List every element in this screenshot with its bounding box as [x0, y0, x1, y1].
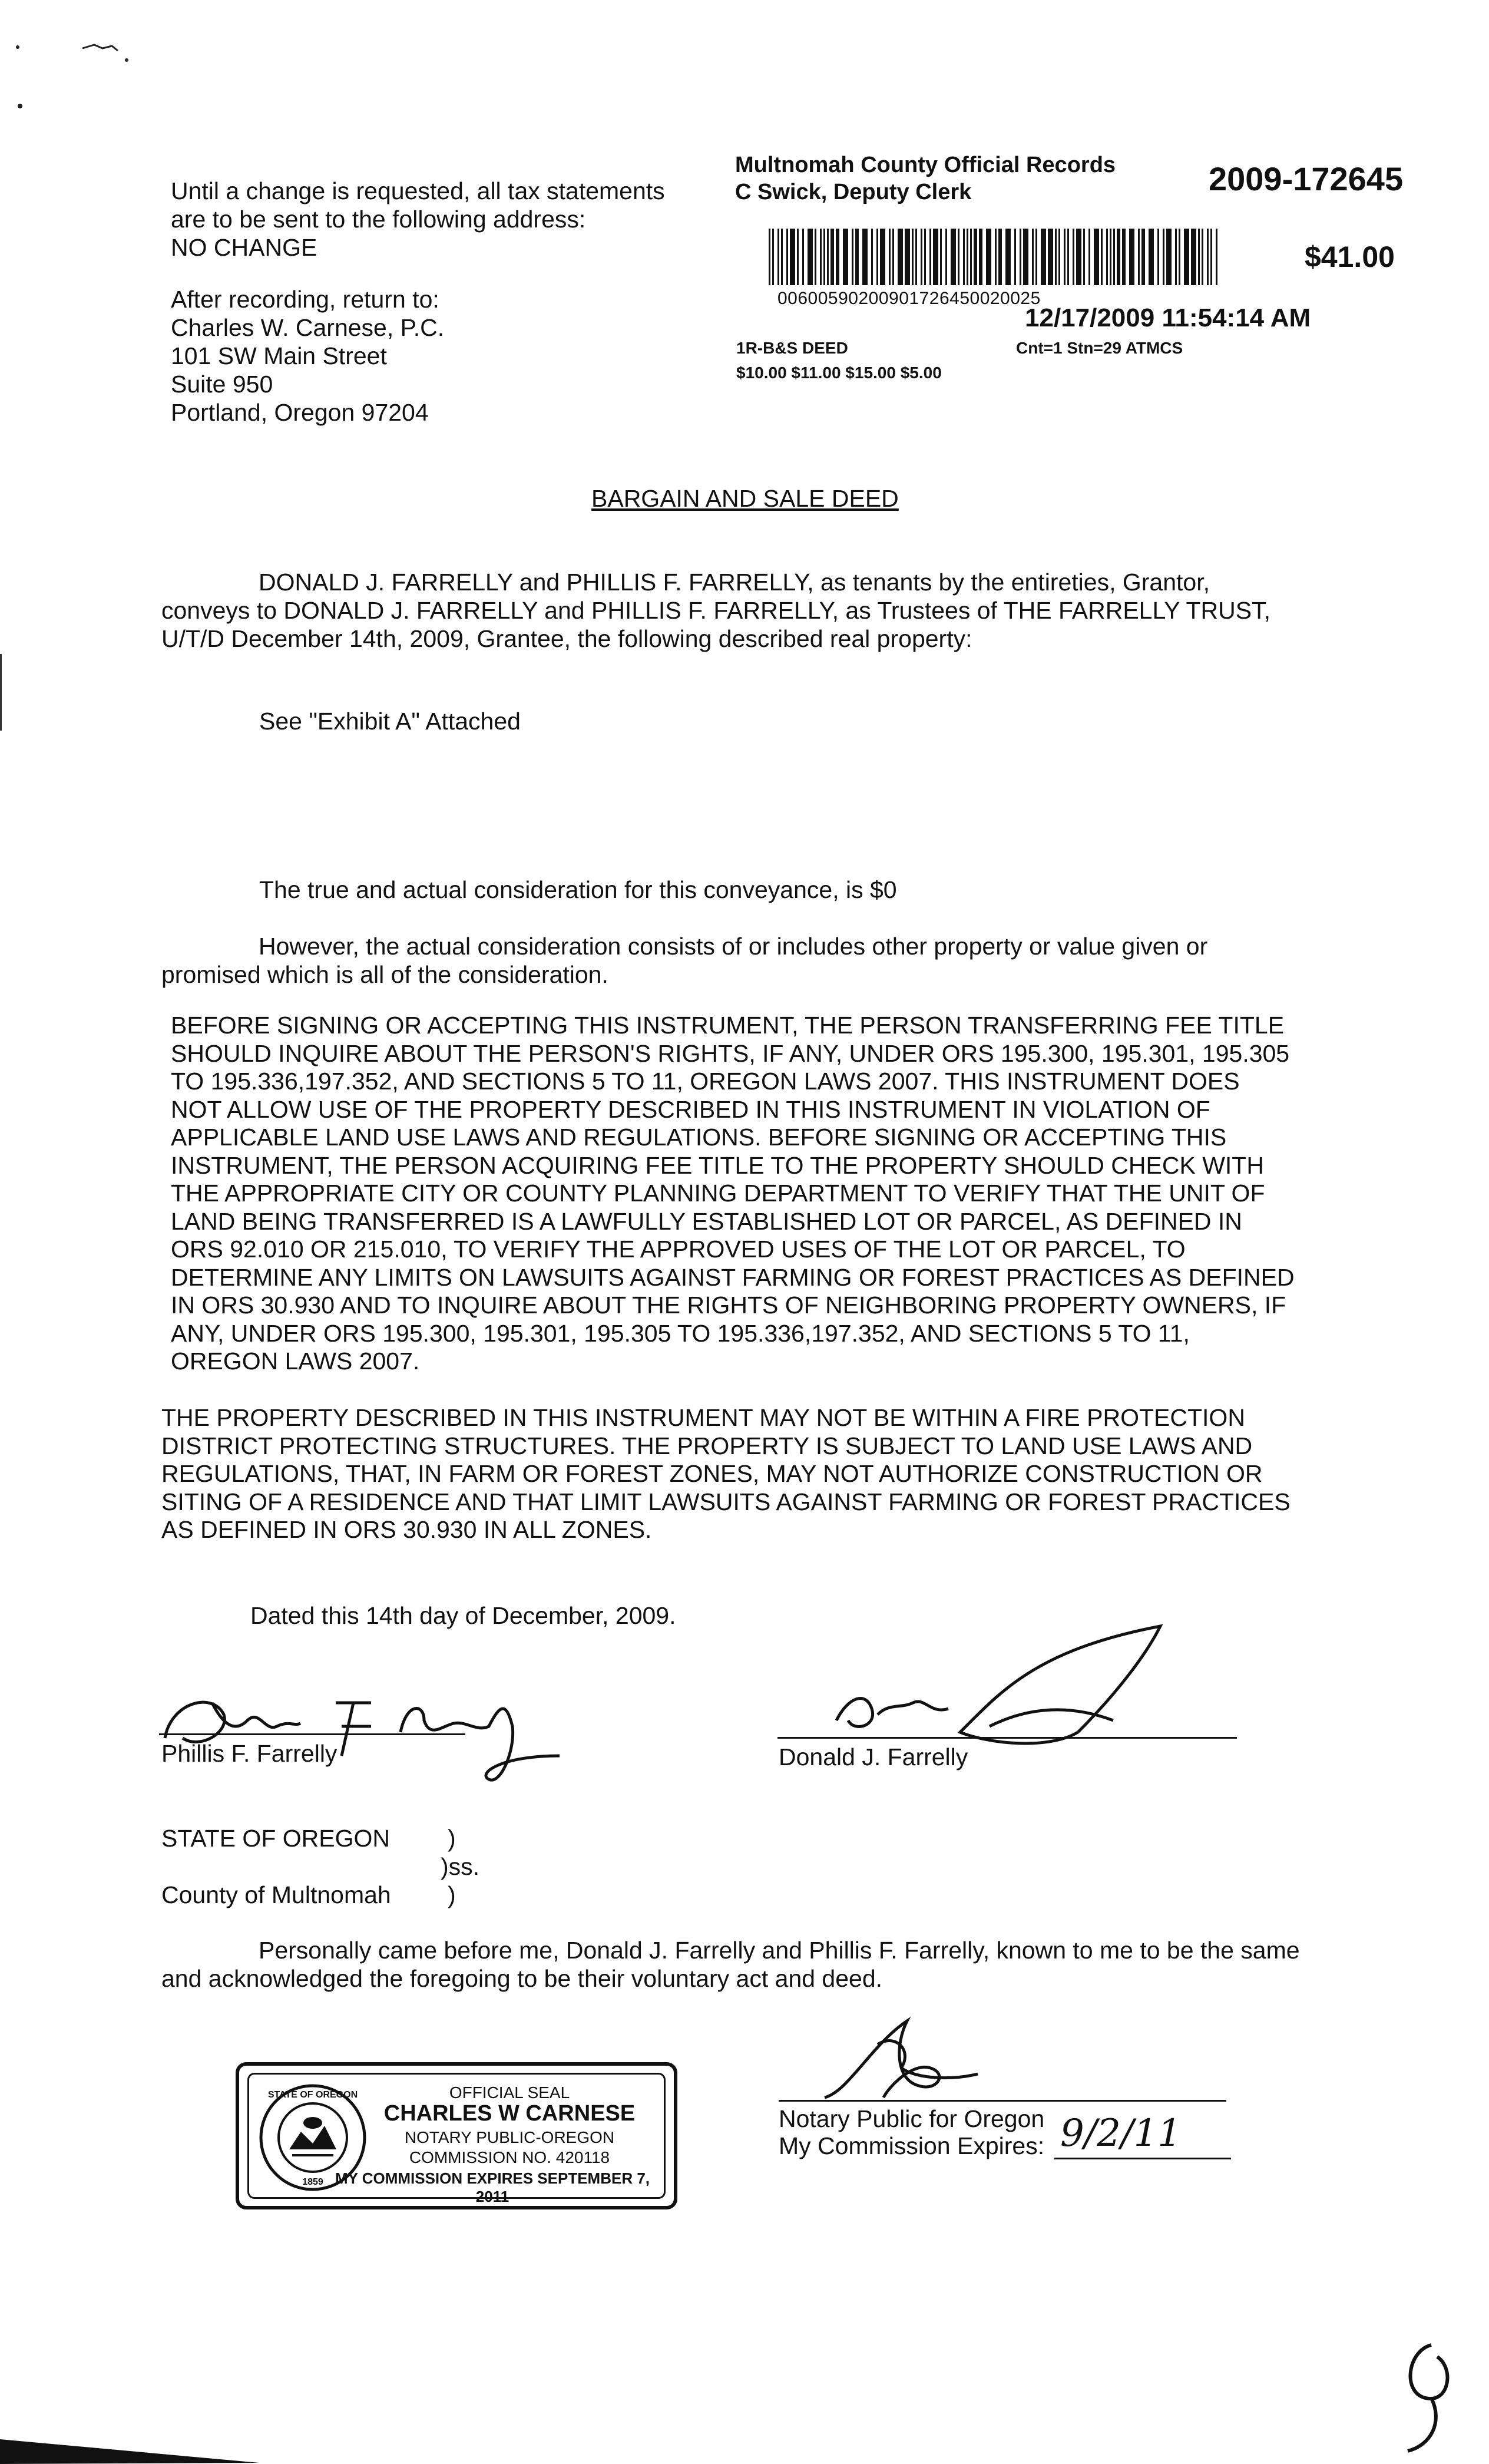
return-address-line: 101 SW Main Street: [171, 342, 387, 369]
barcode-bar: [1122, 229, 1126, 285]
signature-line: [777, 1737, 1237, 1739]
barcode-bar: [802, 229, 804, 285]
acknowledgment: [161, 1936, 1398, 1993]
barcode-bar: [808, 229, 813, 285]
tax-notice-line: Until a change is requested, all tax statements: [171, 177, 665, 204]
fire-protection-warning: [161, 1404, 1398, 1544]
barcode-bar: [876, 229, 878, 285]
barcode-bar: [986, 229, 991, 285]
barcode-bar: [1005, 229, 1011, 285]
barcode-bar: [855, 229, 859, 285]
barcode-bar: [1055, 229, 1057, 285]
barcode-bar: [970, 229, 972, 285]
venue-ss: )ss.: [441, 1853, 480, 1880]
barcode-bar: [915, 229, 917, 285]
barcode-bar: [921, 229, 922, 285]
warning-line: OREGON LAWS 2007.: [171, 1347, 420, 1375]
barcode-bar: [843, 229, 848, 285]
barcode-bar: [1175, 229, 1177, 285]
however-line: However, the actual consideration consists of or includes other property or value given or: [259, 933, 1208, 960]
page-mark-icon: [1396, 2333, 1484, 2457]
scan-specks: [12, 35, 130, 82]
recording-counts: Cnt=1 Stn=29 ATMCS: [1016, 339, 1183, 357]
however-paragraph: [161, 932, 1369, 989]
barcode-bar: [790, 229, 795, 285]
commission-label: My Commission Expires:: [779, 2132, 1045, 2159]
barcode-bar: [772, 229, 774, 285]
barcode-bar: [1184, 229, 1189, 285]
venue-state: STATE OF OREGON: [161, 1825, 390, 1852]
barcode-bar: [830, 229, 834, 285]
barcode-bar: [1058, 229, 1060, 285]
warning-line: LAND BEING TRANSFERRED IS A LAWFULLY ESTABLISHED LOT OR PARCEL, AS DEFINED IN: [171, 1207, 1242, 1235]
barcode-bar: [1064, 229, 1066, 285]
warning-line: SITING OF A RESIDENCE AND THAT LIMIT LAWSUITS AGAINST FARMING OR FOREST PRACTICES: [161, 1488, 1291, 1515]
seal-notary-name: CHARLES W CARNESE: [383, 2101, 636, 2126]
barcode-bar: [1179, 229, 1180, 285]
barcode-bar: [1094, 229, 1099, 285]
tax-notice-line: are to be sent to the following address:: [171, 206, 586, 233]
barcode-bar: [820, 229, 822, 285]
exhibit-reference: See "Exhibit A" Attached: [259, 708, 521, 735]
signature-donald: [813, 1614, 1225, 1762]
recording-fees: $10.00 $11.00 $15.00 $5.00: [736, 364, 942, 382]
seal-commission-expiry: MY COMMISSION EXPIRES SEPTEMBER 7, 2011: [335, 2169, 650, 2205]
barcode-bar: [1032, 229, 1034, 285]
warning-line: AS DEFINED IN ORS 30.930 IN ALL ZONES.: [161, 1516, 652, 1543]
warning-line: APPLICABLE LAND USE LAWS AND REGULATIONS. BEFORE SIGNING OR ACCEPTING THIS: [171, 1124, 1227, 1151]
scan-edge-bar: [0, 2427, 265, 2464]
barcode-bar: [995, 229, 997, 285]
tax-notice-line: NO CHANGE: [171, 234, 317, 261]
barcode-number: 00600590200901726450020025: [777, 289, 1041, 308]
grantor-name-phillis: Phillis F. Farrelly: [161, 1740, 337, 1767]
barcode-bar: [1041, 229, 1046, 285]
document-type: 1R-B&S DEED: [736, 339, 848, 357]
barcode-bar: [1067, 229, 1069, 285]
barcode-bar: [1216, 229, 1217, 285]
signature-line: [779, 2100, 1226, 2102]
land-use-warning: [171, 1012, 1378, 1376]
seal-heading: OFFICIAL SEAL: [449, 2083, 570, 2102]
warning-line: THE PROPERTY DESCRIBED IN THIS INSTRUMENT MAY NOT BE WITHIN A FIRE PROTECTION: [161, 1404, 1245, 1431]
barcode-bar: [924, 229, 926, 285]
warning-line: REGULATIONS, THAT, IN FARM OR FOREST ZONES, MAY NOT AUTHORIZE CONSTRUCTION OR: [161, 1460, 1263, 1487]
barcode-bar: [1138, 229, 1140, 285]
barcode-bar: [929, 229, 931, 285]
recording-office: Multnomah County Official Records: [735, 153, 1116, 177]
warning-line: ANY, UNDER ORS 195.300, 195.301, 195.305 TO 195.336,197.352, AND SECTIONS 5 TO 11,: [171, 1319, 1190, 1347]
barcode-bar: [815, 229, 816, 285]
seal-emblem-year: 1859: [302, 2177, 323, 2187]
warning-line: NOT ALLOW USE OF THE PROPERTY DESCRIBED IN THIS INSTRUMENT IN VIOLATION OF: [171, 1095, 1210, 1123]
barcode-bar: [1202, 229, 1203, 285]
warning-line: BEFORE SIGNING OR ACCEPTING THIS INSTRUMENT, THE PERSON TRANSFERRING FEE TITLE: [171, 1012, 1285, 1039]
document-number: 2009-172645: [1209, 160, 1404, 197]
barcode-bar: [1207, 229, 1209, 285]
parties-line: U/T/D December 14th, 2009, Grantee, the following described real property:: [161, 625, 972, 652]
recording-datetime: 12/17/2009 11:54:14 AM: [1025, 303, 1311, 332]
barcode-bar: [958, 229, 959, 285]
barcode-bar: [967, 229, 968, 285]
barcode-bar: [836, 229, 839, 285]
return-address-line: Portland, Oregon 97204: [171, 399, 429, 426]
warning-line: THE APPROPRIATE CITY OR COUNTY PLANNING DEPARTMENT TO VERIFY THAT THE UNIT OF: [171, 1180, 1265, 1207]
parties-line: DONALD J. FARRELLY and PHILLIS F. FARRELLY, as tenants by the entireties, Grantor,: [259, 569, 1210, 596]
barcode-bar: [912, 229, 914, 285]
barcode-bar: [797, 229, 799, 285]
parties-line: conveys to DONALD J. FARRELLY and PHILLIS F. FARRELLY, as Trustees of THE FARRELLY TRUST,: [161, 597, 1270, 624]
barcode-bar: [889, 229, 891, 285]
barcode-bar: [1076, 229, 1081, 285]
seal-commission-number: COMMISSION NO. 420118: [409, 2148, 610, 2166]
barcode-bar: [1157, 229, 1159, 285]
grantor-name-donald: Donald J. Farrelly: [779, 1743, 968, 1771]
barcode-bar: [1141, 229, 1145, 285]
barcode-bar: [862, 229, 868, 285]
barcode-bar: [940, 229, 942, 285]
notary-title: Notary Public for Oregon: [779, 2105, 1045, 2132]
barcode-bar: [1023, 229, 1028, 285]
barcode-bar: [998, 229, 1002, 285]
warning-line: INSTRUMENT, THE PERSON ACQUIRING FEE TITLE TO THE PROPERTY SHOULD CHECK WITH: [171, 1151, 1264, 1179]
warning-line: TO 195.336,197.352, AND SECTIONS 5 TO 11, OREGON LAWS 2007. THIS INSTRUMENT DOES: [171, 1068, 1240, 1095]
barcode-bar: [1110, 229, 1111, 285]
warning-line: IN ORS 30.930 AND TO INQUIRE ABOUT THE RIGHTS OF NEIGHBORING PROPERTY OWNERS, IF: [171, 1292, 1286, 1319]
barcode-bar: [1198, 229, 1200, 285]
parties-paragraph: [161, 568, 1369, 653]
notary-seal: [236, 2062, 677, 2209]
acknowledgment-line: Personally came before me, Donald J. Farrelly and Phillis F. Farrelly, known to me to be the same: [259, 1937, 1300, 1964]
barcode-bar: [1088, 229, 1090, 285]
barcode-bar: [979, 229, 982, 285]
barcode: [769, 229, 1222, 288]
barcode-bar: [1020, 229, 1021, 285]
barcode-bar: [1106, 229, 1108, 285]
barcode-bar: [1035, 229, 1037, 285]
barcode-bar: [1113, 229, 1115, 285]
acknowledgment-line: and acknowledged the foregoing to be their voluntary act and deed.: [161, 1965, 883, 1992]
however-line: promised which is all of the consideration.: [161, 961, 608, 988]
barcode-bar: [905, 229, 910, 285]
barcode-bar: [1073, 229, 1074, 285]
barcode-bar: [777, 229, 779, 285]
signature-line: [1054, 2158, 1231, 2159]
signature-line: [159, 1733, 465, 1735]
barcode-bar: [892, 229, 894, 285]
barcode-bar: [769, 229, 770, 285]
return-address-line: After recording, return to:: [171, 286, 439, 313]
barcode-bar: [1163, 229, 1164, 285]
barcode-bar: [1048, 229, 1053, 285]
venue-paren: ): [448, 1881, 456, 1908]
barcode-bar: [781, 229, 783, 285]
barcode-bar: [823, 229, 825, 285]
dated-line: Dated this 14th day of December, 2009.: [250, 1602, 676, 1629]
warning-line: SHOULD INQUIRE ABOUT THE PERSON'S RIGHTS, IF ANY, UNDER ORS 195.300, 195.301, 195.305: [171, 1039, 1290, 1067]
barcode-bar: [974, 229, 977, 285]
page-title: BARGAIN AND SALE DEED: [591, 485, 899, 512]
barcode-bar: [898, 229, 903, 285]
barcode-bar: [786, 229, 788, 285]
barcode-bar: [1149, 229, 1154, 285]
barcode-bar: [933, 229, 938, 285]
barcode-bar: [1129, 229, 1134, 285]
barcode-bar: [1014, 229, 1016, 285]
barcode-bar: [1166, 229, 1172, 285]
barcode-bar: [852, 229, 853, 285]
barcode-bar: [1210, 229, 1212, 285]
recording-clerk: C Swick, Deputy Clerk: [735, 180, 972, 204]
seal-emblem-text: STATE OF OREGON: [267, 2090, 358, 2100]
return-address: [171, 285, 701, 427]
seal-notary-title: NOTARY PUBLIC-OREGON: [404, 2128, 615, 2146]
scan-edge-mark: [0, 654, 2, 731]
barcode-bar: [951, 229, 956, 285]
barcode-bar: [1083, 229, 1085, 285]
barcode-bar: [871, 229, 873, 285]
venue-county: County of Multnomah: [161, 1881, 391, 1908]
fee-total: $41.00: [1305, 240, 1395, 273]
commission-date: 9/2/11: [1060, 2112, 1182, 2155]
barcode-bar: [1101, 229, 1103, 285]
warning-line: DISTRICT PROTECTING STRUCTURES. THE PROPERTY IS SUBJECT TO LAND USE LAWS AND: [161, 1432, 1253, 1459]
barcode-bar: [827, 229, 829, 285]
barcode-bar: [945, 229, 947, 285]
barcode-bar: [1191, 229, 1196, 285]
tax-notice: [171, 177, 701, 262]
barcode-bar: [963, 229, 965, 285]
return-address-line: Suite 950: [171, 371, 273, 398]
warning-line: ORS 92.010 OR 215.010, TO VERIFY THE APPROVED USES OF THE LOT OR PARCEL, TO: [171, 1236, 1186, 1263]
warning-line: DETERMINE ANY LIMITS ON LAWSUITS AGAINST FARMING OR FOREST PRACTICES AS DEFINED: [171, 1263, 1295, 1291]
venue-paren: ): [448, 1825, 456, 1852]
return-address-line: Charles W. Carnese, P.C.: [171, 314, 445, 341]
barcode-bar: [1117, 229, 1120, 285]
signature-phillis: [147, 1667, 618, 1797]
consideration: The true and actual consideration for this conveyance, is $0: [259, 876, 897, 903]
barcode-bar: [880, 229, 885, 285]
